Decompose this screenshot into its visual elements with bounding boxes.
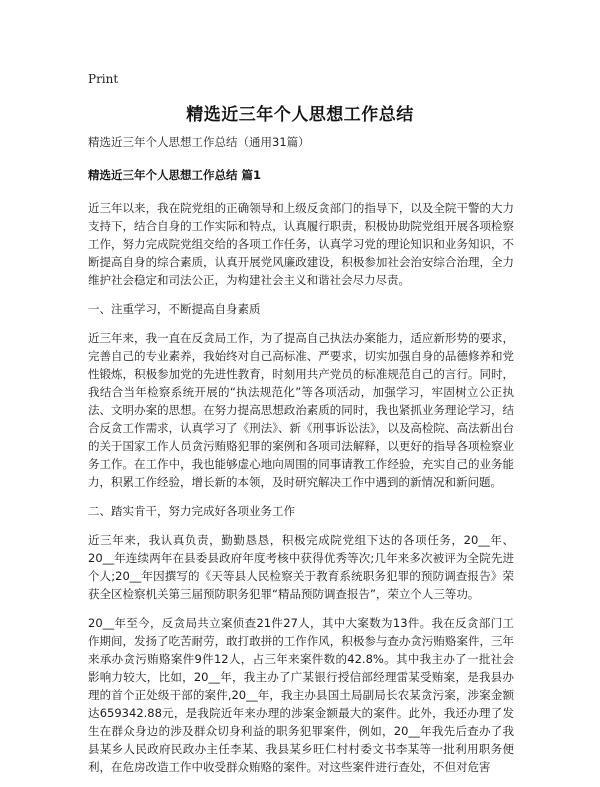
point1-paragraph: 近三年来，我一直在反贪局工作，为了提高自己执法办案能力，适应新形势的要求，完善自己的专业素养，我始终对自己高标准、严要求，切实加强自身的品德修养和党性锻炼，积极参加党的先进性教育，时刻用共产党员的标准规范自己的言行。同时，我结合当年检察系统开展的“执法规范化”等各项活动，加强学习，牢固树立公正执法、文明办案的思想。在努力提高思想政治素质的同时，我也紧抓业务理论学习，结合反贪工作需求，认真学习了《刑法》、新《刑事诉讼法》，以及高检院、高法新出台的关于国家工作人员贪污贿赂犯罪的案例和各项司法解释，以更好的指导各项检察业务工作。在工作中，我也能够虚心地向周围的同事请教工作经验，充实自己的业务能力，积累工作经验，增长新的本领，及时研究解决工作中遇到的新情况和新问题。: [88, 331, 514, 489]
point2-heading: 二、踏实肯干，努力完成好各项业务工作: [88, 504, 295, 518]
print-label[interactable]: Print: [88, 72, 119, 86]
intro-paragraph: 近三年以来，我在院党组的正确领导和上级反贪部门的指导下，以及全院干警的大力支持下，结合自身的工作实际和特点，认真履行职责，积极协助院党组开展各项检察工作，努力完成院党组交给的各项工作任务，认真学习党的理论知识和业务知识，不断提高自身的综合素质，认真开展党风廉政建设，积极参加社会治安综合治理，全力维护社会稳定和司法公正，为构建社会主义和谐社会尽力尽责。: [88, 201, 514, 287]
point2-paragraph-1: 近三年来，我认真负责，勤勤恳恳，积极完成院党组下达的各项任务，20__年、20__年连续两年在县委县政府年度考核中获得优秀等次;几年来多次被评为全院先进个人;20__年因撰写的《天等县人民检察关于教育系统职务犯罪的预防调查报告》荣获全区检察机关第三届预防职务犯罪“精品预防调查报告”，荣立个人三等功。: [88, 533, 514, 601]
document-body: [88, 134, 514, 787]
section-heading: 精选近三年个人思想工作总结 篇1: [88, 168, 262, 182]
point1-heading: 一、注重学习，不断提高自身素质: [88, 302, 261, 316]
page-title: 精选近三年个人思想工作总结: [186, 105, 414, 125]
document-subtitle: 精选近三年个人思想工作总结（通用31篇）: [88, 135, 310, 149]
point2-paragraph-2: 20__年至今，反贪局共立案侦查21件27人，其中大案数为13件。我在反贪部门工作期间，发扬了吃苦耐劳，敢打敢拼的工作作风，积极参与查办贪污贿赂案件，三年来承办贪污贿赂案件9件12人，占三年来案件数的42.8%。其中我主办了一批社会影响力较大，比如，20__年，我主办了广某银行授信部经理雷某受贿案，是我县办理的首个正处级干部的案件,20__年，我主办县国土局副局长农某贪污案，涉案金额达659342.88元，是我院近年来办理的涉案金额最大的案件。此外，我还办理了发生在群众身边的涉及群众切身利益的职务犯罪案件，例如，20__年我先后查办了我县某乡人民政府民政办主任李某、我县某乡旺仁村村委文书李某等一批利用职务便利，在危房改造工作中收受群众贿赂的案件。对这些案件进行查处，不但对危害: [88, 616, 514, 774]
